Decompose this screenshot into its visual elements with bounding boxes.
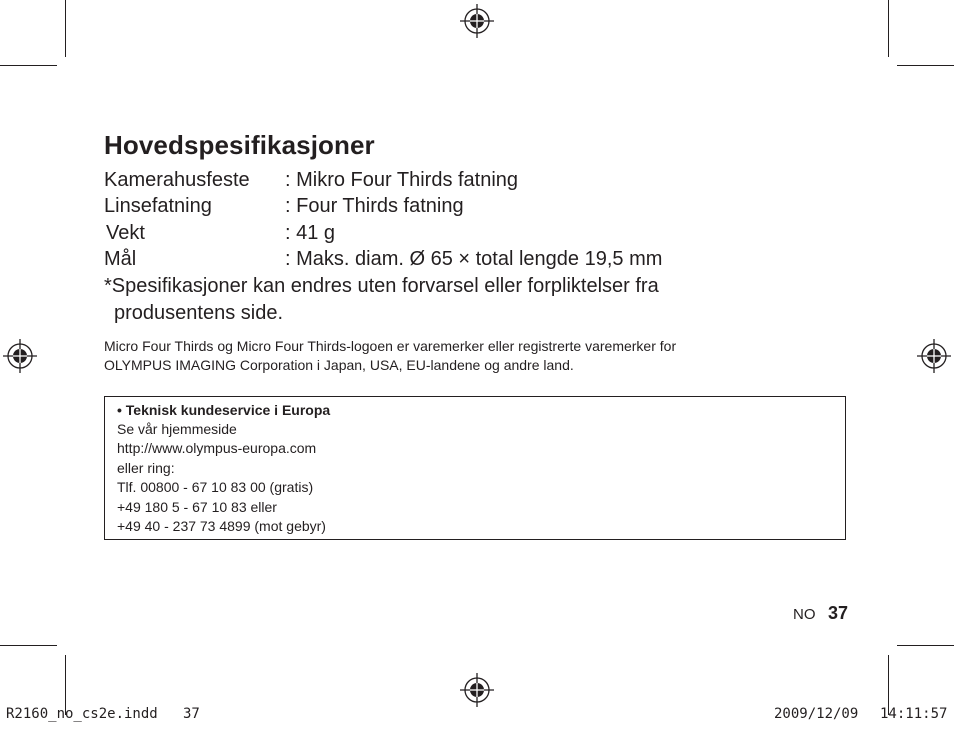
- crop-mark-bottom-right-horizontal: [897, 645, 954, 646]
- trademark-notice-line: Micro Four Thirds og Micro Four Thirds-logoen er varemerker eller registrerte varemerker for: [104, 338, 677, 354]
- spec-disclaimer-line: *Spesifikasjoner kan endres uten forvarsel eller forpliktelser fra: [104, 275, 659, 297]
- spec-label: Linsefatning: [104, 195, 212, 217]
- spec-label: Vekt: [106, 222, 145, 244]
- slug-time: 14:11:57: [880, 706, 948, 722]
- spec-disclaimer-line: produsentens side.: [114, 302, 284, 324]
- crop-mark-top-right-horizontal: [897, 65, 954, 66]
- spec-value: : Four Thirds fatning: [285, 195, 464, 217]
- crop-mark-top-right-vertical: [888, 0, 889, 57]
- spec-row: [104, 222, 335, 245]
- spec-row: [104, 169, 518, 192]
- registration-mark-icon: [3, 339, 37, 373]
- trademark-notice-line: OLYMPUS IMAGING Corporation i Japan, USA, EU-landene og andre land.: [104, 357, 574, 373]
- crop-mark-top-left-vertical: [65, 0, 66, 57]
- spec-row: [104, 248, 662, 271]
- slug-date: 2009/12/09: [774, 706, 859, 722]
- support-box-line: eller ring:: [117, 460, 175, 476]
- slug-file-name: R2160_no_cs2e.indd 37: [6, 706, 200, 722]
- page-language-code: NO: [793, 606, 816, 623]
- page-number: 37: [828, 603, 849, 623]
- page-title: Hovedspesifikasjoner: [104, 130, 375, 160]
- registration-mark-icon: [917, 339, 951, 373]
- support-box-line: Se vår hjemmeside: [117, 421, 237, 437]
- support-box-line: Tlf. 00800 - 67 10 83 00 (gratis): [117, 479, 314, 495]
- support-info-box: [104, 396, 846, 540]
- spec-label: Kamerahusfeste: [104, 169, 250, 191]
- spec-value: : Mikro Four Thirds fatning: [285, 169, 519, 191]
- support-box-title: • Teknisk kundeservice i Europa: [117, 402, 331, 418]
- support-box-line: http://www.olympus-europa.com: [117, 440, 317, 456]
- spec-value: : 41 g: [285, 222, 336, 244]
- support-box-line: +49 180 5 - 67 10 83 eller: [117, 499, 277, 515]
- crop-mark-top-left-horizontal: [0, 65, 57, 66]
- spec-value: : Maks. diam. Ø 65 × total lengde 19,5 mm: [285, 248, 663, 270]
- registration-mark-icon: [460, 4, 494, 38]
- spec-label: Mål: [104, 248, 137, 270]
- registration-mark-icon: [460, 673, 494, 707]
- support-box-line: +49 40 - 237 73 4899 (mot gebyr): [117, 518, 326, 534]
- spec-row: [104, 195, 464, 218]
- crop-mark-bottom-left-horizontal: [0, 645, 57, 646]
